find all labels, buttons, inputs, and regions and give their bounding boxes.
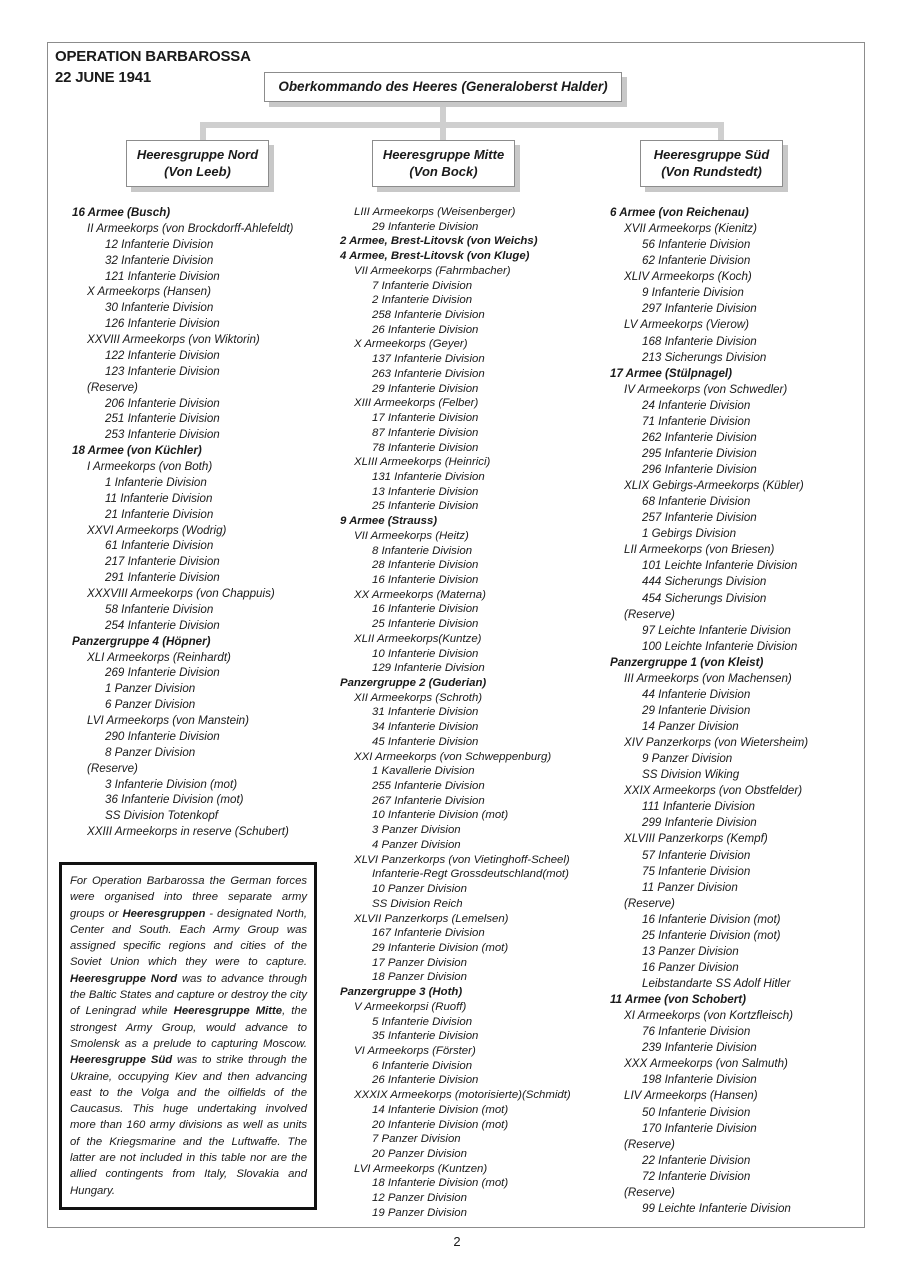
corps-entry: VI Armeekorps (Förster): [354, 1044, 476, 1057]
army-heading: 17 Armee (Stülpnagel): [610, 366, 732, 380]
corps-entry: XXIX Armeekorps (von Obstfelder): [624, 784, 803, 798]
order-of-battle-mitte: [340, 205, 571, 1221]
corps-entry: XXXIX Armeekorps (motorisierte)(Schmidt): [354, 1089, 571, 1102]
corps-entry: XLI Armeekorps (Reinhardt): [87, 650, 231, 664]
division-entry: 2 Infanterie Division: [372, 294, 473, 307]
corps-entry: VII Armeekorps (Heitz): [354, 529, 469, 542]
division-entry: 295 Infanterie Division: [642, 446, 757, 460]
division-entry: 7 Infanterie Division: [372, 279, 473, 292]
division-entry: 3 Panzer Division: [372, 824, 461, 837]
army-group-nord-box: [126, 140, 269, 187]
division-entry: 262 Infanterie Division: [642, 430, 757, 444]
division-entry: 1 Kavallerie Division: [372, 765, 475, 778]
note-emphasis: Heeresgruppen: [122, 907, 206, 920]
army-heading: Panzergruppe 2 (Guderian): [340, 677, 487, 689]
corps-entry: LVI Armeekorps (Kuntzen): [354, 1162, 488, 1175]
note-text: - designated North, Center and South. Each Army Group was assigned specific regions and cities of the Soviet Union which they were to capture.: [70, 907, 307, 969]
division-entry: 11 Infanterie Division: [105, 491, 213, 505]
division-entry: 8 Panzer Division: [105, 745, 196, 759]
army-heading: 9 Armee (Strauss): [340, 515, 438, 528]
division-entry: 12 Infanterie Division: [105, 237, 214, 251]
corps-entry: III Armeekorps (von Machensen): [624, 671, 792, 685]
corps-entry: LIV Armeekorps (Hansen): [624, 1089, 758, 1103]
division-entry: 12 Panzer Division: [372, 1192, 467, 1205]
corps-entry: XLVI Panzerkorps (von Vietinghoff-Scheel): [354, 853, 570, 866]
corps-entry: (Reserve): [624, 607, 675, 621]
division-entry: 25 Infanterie Division: [372, 500, 479, 513]
division-entry: 299 Infanterie Division: [642, 816, 757, 830]
corps-entry: XLIII Armeekorps (Heinrici): [354, 456, 491, 469]
division-entry: 7 Panzer Division: [372, 1133, 461, 1146]
division-entry: 29 Infanterie Division: [372, 382, 479, 395]
army-heading: Panzergruppe 1 (von Kleist): [610, 655, 764, 669]
division-entry: 291 Infanterie Division: [105, 571, 220, 585]
division-entry: Infanterie-Regt Grossdeutschland(mot): [372, 868, 569, 881]
division-entry: 30 Infanterie Division: [105, 301, 214, 315]
army-heading: Panzergruppe 3 (Hoth): [340, 986, 463, 999]
division-entry: 168 Infanterie Division: [642, 334, 757, 348]
corps-entry: XXVI Armeekorps (Wodrig): [87, 523, 227, 537]
division-entry: 137 Infanterie Division: [372, 353, 485, 366]
note-text: For Operation Barbarossa the German forces were organised into three separate army groups or: [70, 875, 307, 920]
army-heading: 6 Armee (von Reichenau): [610, 206, 749, 219]
army-group-sued-box: [640, 140, 783, 187]
corps-entry: I Armeekorps (von Both): [87, 460, 213, 473]
corps-entry: II Armeekorps (von Brockdorff-Ahlefeldt): [87, 221, 294, 235]
division-entry: 32 Infanterie Division: [105, 253, 214, 267]
division-entry: 16 Infanterie Division (mot): [642, 912, 781, 926]
division-entry: 8 Infanterie Division: [372, 544, 473, 557]
corps-entry: XXXVIII Armeekorps (von Chappuis): [87, 587, 275, 600]
division-entry: 1 Gebirgs Division: [642, 527, 737, 541]
division-entry: 167 Infanterie Division: [372, 927, 485, 940]
division-entry: 14 Infanterie Division (mot): [372, 1103, 509, 1116]
division-entry: 121 Infanterie Division: [105, 269, 220, 283]
division-entry: SS Division Totenkopf: [105, 809, 218, 823]
division-entry: 18 Infanterie Division (mot): [372, 1177, 509, 1190]
division-entry: 258 Infanterie Division: [372, 309, 485, 322]
connector-horizontal: [200, 122, 724, 128]
corps-entry: (Reserve): [624, 1137, 675, 1151]
corps-entry: XIV Panzerkorps (von Wietersheim): [624, 736, 809, 750]
division-entry: 10 Panzer Division: [372, 883, 467, 896]
army-heading: 11 Armee (von Schobert): [610, 993, 746, 1007]
note-emphasis: Heeresgruppe Nord: [70, 972, 178, 985]
division-entry: 62 Infanterie Division: [642, 254, 751, 268]
explanatory-note: [59, 862, 317, 1210]
corps-entry: XIII Armeekorps (Felber): [354, 397, 479, 410]
division-entry: 19 Panzer Division: [372, 1206, 467, 1219]
division-entry: 72 Infanterie Division: [642, 1169, 751, 1183]
hq-box: Oberkommando des Heeres (Generaloberst Halder): [264, 72, 622, 102]
division-entry: 75 Infanterie Division: [642, 864, 751, 878]
army-heading: 2 Armee, Brest-Litovsk (von Weichs): [340, 235, 538, 248]
connector-drop-sued: [718, 122, 724, 140]
division-entry: 239 Infanterie Division: [642, 1041, 757, 1055]
division-entry: 10 Infanterie Division: [372, 647, 479, 660]
connector-drop-nord: [200, 122, 206, 140]
army-heading: 16 Armee (Busch): [72, 206, 171, 219]
division-entry: 251 Infanterie Division: [105, 412, 220, 426]
division-entry: 36 Infanterie Division (mot): [105, 793, 244, 807]
division-entry: 56 Infanterie Division: [642, 238, 751, 252]
division-entry: 17 Infanterie Division: [372, 412, 479, 425]
army-group-commander: (Von Leeb): [164, 164, 231, 179]
corps-entry: LV Armeekorps (Vierow): [624, 318, 750, 332]
note-emphasis: Heeresgruppe Süd: [70, 1054, 173, 1067]
order-of-battle-sued: [610, 205, 808, 1217]
corps-entry: LII Armeekorps (von Briesen): [624, 543, 775, 557]
division-entry: 20 Infanterie Division (mot): [372, 1118, 509, 1131]
corps-entry: (Reserve): [87, 380, 138, 394]
division-entry: 454 Sicherungs Division: [642, 591, 767, 605]
corps-entry: (Reserve): [87, 761, 138, 775]
division-entry: 25 Infanterie Division: [372, 618, 479, 631]
corps-entry: X Armeekorps (Hansen): [87, 285, 211, 299]
division-entry: 255 Infanterie Division: [372, 780, 485, 793]
division-entry: 290 Infanterie Division: [105, 729, 220, 743]
division-entry: 26 Infanterie Division: [372, 1074, 479, 1087]
division-entry: 20 Panzer Division: [372, 1148, 467, 1160]
corps-entry: XLIX Gebirgs-Armeekorps (Kübler): [624, 479, 804, 493]
connector-drop-mitte: [440, 122, 446, 140]
corps-entry: XLVIII Panzerkorps (Kempf): [624, 832, 768, 846]
division-entry: 170 Infanterie Division: [642, 1121, 757, 1135]
corps-entry: XX Armeekorps (Materna): [354, 588, 486, 601]
division-entry: 9 Infanterie Division: [642, 286, 744, 300]
division-entry: 14 Panzer Division: [642, 720, 739, 733]
division-entry: 257 Infanterie Division: [642, 511, 757, 525]
division-entry: 11 Panzer Division: [642, 880, 738, 894]
division-entry: 269 Infanterie Division: [105, 666, 220, 680]
division-entry: 123 Infanterie Division: [105, 364, 220, 378]
corps-entry: XLIV Armeekorps (Koch): [624, 270, 752, 284]
division-entry: 267 Infanterie Division: [372, 794, 485, 807]
division-entry: 78 Infanterie Division: [372, 441, 479, 454]
corps-entry: XXVIII Armeekorps (von Wiktorin): [87, 333, 260, 346]
division-entry: 131 Infanterie Division: [372, 470, 485, 483]
corps-entry: XII Armeekorps (Schroth): [354, 691, 483, 704]
division-entry: 6 Infanterie Division: [372, 1059, 473, 1072]
division-entry: 10 Infanterie Division (mot): [372, 809, 509, 822]
division-entry: 29 Infanterie Division: [372, 220, 479, 233]
division-entry: 3 Infanterie Division (mot): [105, 777, 238, 791]
division-entry: 97 Leichte Infanterie Division: [642, 623, 791, 637]
corps-entry: XLII Armeekorps(Kuntze): [354, 632, 482, 645]
division-entry: Leibstandarte SS Adolf Hitler: [642, 977, 791, 990]
division-entry: 16 Infanterie Division: [372, 573, 479, 586]
division-entry: 28 Infanterie Division: [372, 559, 479, 572]
corps-entry: X Armeekorps (Geyer): [354, 338, 468, 351]
division-entry: 297 Infanterie Division: [642, 302, 757, 316]
division-entry: SS Division Wiking: [642, 768, 740, 782]
army-group-name: Heeresgruppe Mitte: [382, 147, 505, 162]
division-entry: 87 Infanterie Division: [372, 426, 479, 439]
army-heading: 4 Armee, Brest-Litovsk (von Kluge): [340, 250, 530, 263]
division-entry: 58 Infanterie Division: [105, 602, 214, 616]
division-entry: 101 Leichte Infanterie Division: [642, 559, 798, 573]
division-entry: 31 Infanterie Division: [372, 706, 479, 719]
note-text: was to strike through the Ukraine, occupying Kiev and then advancing east to the Volga and the oilfields of the Caucasus. This huge undertaking involved more than 160 army divisions as well as units of the Kriegsmarine and the Luftwaffe. The latter are not included in this table nor are the allied contingents from Italy, Slovakia and Hungary.: [70, 1054, 307, 1197]
division-entry: 126 Infanterie Division: [105, 317, 220, 331]
corps-entry: XXI Armeekorps (von Schweppenburg): [354, 750, 552, 763]
division-entry: 99 Leichte Infanterie Division: [642, 1201, 791, 1215]
corps-entry: LVI Armeekorps (von Manstein): [87, 714, 249, 727]
division-entry: 198 Infanterie Division: [642, 1073, 757, 1087]
division-entry: 18 Panzer Division: [372, 971, 467, 984]
corps-entry: XI Armeekorps (von Kortzfleisch): [624, 1009, 794, 1023]
division-entry: 17 Panzer Division: [372, 956, 467, 969]
army-group-mitte-box: [372, 140, 515, 187]
division-entry: 29 Infanterie Division (mot): [372, 941, 509, 954]
army-group-commander: (Von Rundstedt): [661, 164, 762, 179]
division-entry: 21 Infanterie Division: [105, 507, 214, 521]
division-entry: 206 Infanterie Division: [105, 396, 220, 410]
army-group-commander: (Von Bock): [409, 164, 478, 179]
army-group-name: Heeresgruppe Nord: [136, 147, 259, 162]
division-entry: 16 Infanterie Division: [372, 603, 479, 616]
division-entry: 5 Infanterie Division: [372, 1015, 473, 1028]
division-entry: 71 Infanterie Division: [642, 414, 751, 428]
division-entry: 26 Infanterie Division: [372, 323, 479, 336]
note-emphasis: Heeresgruppe Mitte: [173, 1005, 283, 1018]
division-entry: 4 Panzer Division: [372, 838, 461, 851]
note-text: was to advance through the Baltic States and capture or destroy the city of Leningrad while: [70, 972, 307, 1018]
corps-entry: XXIII Armeekorps in reserve (Schubert): [87, 825, 289, 839]
note-text: , the strongest Army Group, would advance to Smolensk as a prelude to capturing Moscow.: [70, 1005, 307, 1050]
division-entry: 129 Infanterie Division: [372, 662, 485, 675]
army-group-name: Heeresgruppe Süd: [653, 147, 770, 162]
army-heading: 18 Armee (von Küchler): [72, 444, 202, 458]
division-entry: 100 Leichte Infanterie Division: [642, 639, 798, 653]
corps-entry: LIII Armeekorps (Weisenberger): [354, 206, 516, 218]
division-entry: 45 Infanterie Division: [372, 735, 479, 748]
division-entry: 122 Infanterie Division: [105, 348, 220, 362]
division-entry: 57 Infanterie Division: [642, 848, 751, 862]
corps-entry: V Armeekorpsi (Ruoff): [354, 1000, 467, 1013]
operation-date: 22 JUNE 1941: [55, 69, 152, 86]
page-number: 2: [453, 1234, 461, 1249]
division-entry: 254 Infanterie Division: [105, 618, 220, 632]
division-entry: 29 Infanterie Division: [642, 703, 751, 717]
division-entry: 76 Infanterie Division: [642, 1025, 751, 1039]
division-entry: 34 Infanterie Division: [372, 721, 479, 734]
division-entry: 13 Panzer Division: [642, 944, 739, 958]
division-entry: 22 Infanterie Division: [642, 1153, 751, 1167]
division-entry: 253 Infanterie Division: [105, 428, 220, 442]
division-entry: 213 Sicherungs Division: [642, 350, 767, 364]
order-of-battle-nord: [72, 205, 293, 840]
corps-entry: (Reserve): [624, 896, 675, 910]
division-entry: 25 Infanterie Division (mot): [642, 928, 781, 942]
corps-entry: IV Armeekorps (von Schwedler): [624, 382, 788, 396]
division-entry: 9 Panzer Division: [642, 752, 733, 766]
corps-entry: (Reserve): [624, 1185, 675, 1199]
division-entry: 50 Infanterie Division: [642, 1105, 751, 1119]
division-entry: 61 Infanterie Division: [105, 539, 214, 553]
division-entry: 263 Infanterie Division: [372, 367, 485, 380]
operation-title: OPERATION BARBAROSSA: [55, 48, 251, 65]
division-entry: 44 Infanterie Division: [642, 687, 751, 701]
division-entry: 6 Panzer Division: [105, 698, 196, 712]
division-entry: 1 Panzer Division: [105, 682, 196, 696]
division-entry: SS Division Reich: [372, 897, 463, 910]
division-entry: 35 Infanterie Division: [372, 1030, 479, 1043]
division-entry: 16 Panzer Division: [642, 960, 739, 974]
division-entry: 1 Infanterie Division: [105, 475, 207, 489]
division-entry: 68 Infanterie Division: [642, 495, 751, 509]
division-entry: 296 Infanterie Division: [642, 463, 757, 476]
corps-entry: XVII Armeekorps (Kienitz): [624, 222, 757, 236]
army-heading: Panzergruppe 4 (Höpner): [72, 634, 211, 648]
corps-entry: XXX Armeekorps (von Salmuth): [624, 1057, 788, 1071]
division-entry: 217 Infanterie Division: [105, 555, 220, 569]
division-entry: 444 Sicherungs Division: [642, 575, 767, 589]
corps-entry: XLVII Panzerkorps (Lemelsen): [354, 912, 509, 925]
division-entry: 13 Infanterie Division: [372, 485, 479, 498]
division-entry: 111 Infanterie Division: [642, 800, 755, 814]
corps-entry: VII Armeekorps (Fahrmbacher): [354, 264, 511, 277]
division-entry: 24 Infanterie Division: [642, 398, 751, 412]
